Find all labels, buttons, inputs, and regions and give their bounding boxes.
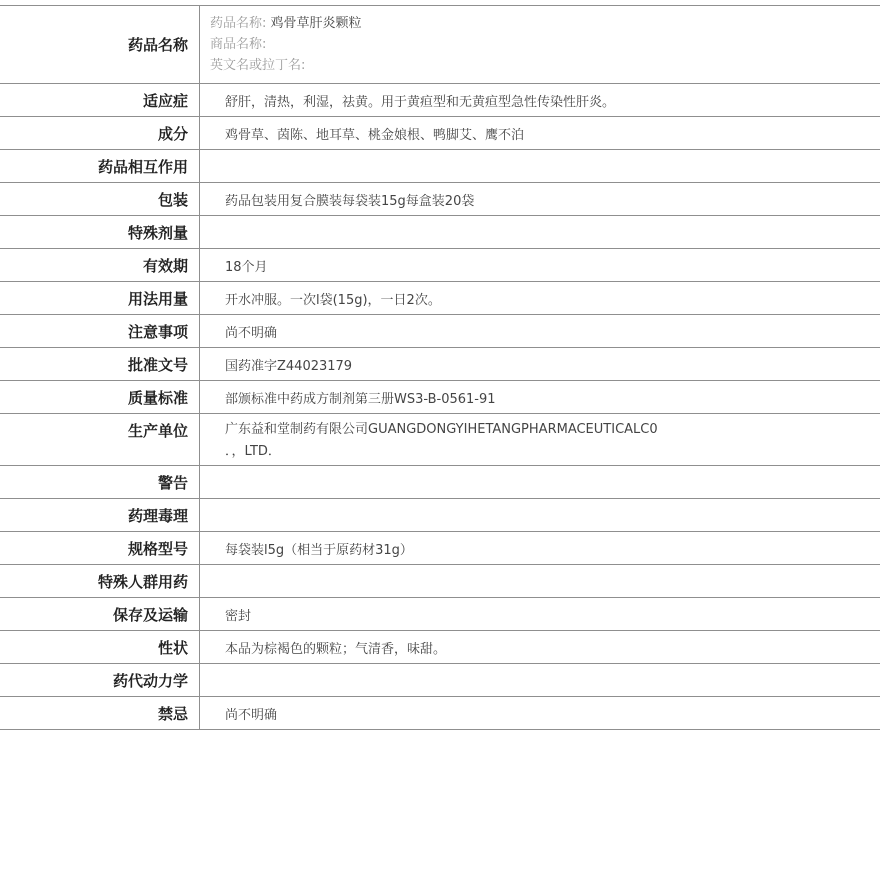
english-name-label: 英文名或拉丁名:: [210, 58, 306, 73]
manufacturer-line-1: 广东益和堂制药有限公司GUANGDONGYIHETANGPHARMACEUTICALC0: [225, 421, 658, 437]
row-value: 本品为棕褐色的颗粒；气清香，味甜。: [225, 641, 447, 657]
row-value: [200, 466, 880, 498]
row-value: 每袋装l5g（相当于原药材31g）: [225, 542, 413, 558]
table-row: [0, 249, 880, 282]
table-row: [0, 117, 880, 150]
row-label: 生产单位: [0, 414, 200, 465]
table-row: [0, 348, 880, 381]
table-row: [0, 532, 880, 565]
row-value: 开水冲服。一次l袋(15g)，一日2次。: [225, 292, 441, 308]
row-label: 药理毒理: [0, 499, 200, 531]
table-row: [0, 84, 880, 117]
table-row-drug-name: [0, 6, 880, 84]
table-row-manufacturer: [0, 414, 880, 466]
row-label: 注意事项: [0, 315, 200, 347]
row-label: 警告: [0, 466, 200, 498]
table-row: [0, 315, 880, 348]
row-value: 18个月: [225, 259, 268, 275]
row-value: [200, 216, 880, 248]
row-label: 质量标准: [0, 381, 200, 413]
drug-name-block: [200, 6, 880, 83]
row-label: 规格型号: [0, 532, 200, 564]
row-value: [200, 414, 880, 465]
row-label: 批准文号: [0, 348, 200, 380]
row-value: [200, 565, 880, 597]
drug-info-table: [0, 5, 880, 730]
generic-name-value: 鸡骨草肝炎颗粒: [270, 16, 362, 31]
table-row: [0, 381, 880, 414]
table-row: [0, 598, 880, 631]
row-label: 禁忌: [0, 697, 200, 729]
table-row: [0, 150, 880, 183]
table-row: [0, 631, 880, 664]
row-value: [200, 150, 880, 182]
table-row: [0, 282, 880, 315]
row-value: 尚不明确: [225, 325, 278, 341]
trade-name-label: 商品名称:: [210, 37, 267, 52]
row-label: 保存及运输: [0, 598, 200, 630]
row-value: 尚不明确: [225, 707, 278, 723]
row-label: 特殊人群用药: [0, 565, 200, 597]
generic-name-line: [210, 13, 362, 34]
row-label: 有效期: [0, 249, 200, 281]
table-row: [0, 216, 880, 249]
row-label: 药代动力学: [0, 664, 200, 696]
table-row: [0, 466, 880, 499]
table-row: [0, 664, 880, 697]
row-label: 药品名称: [0, 6, 200, 83]
row-value: 药品包装用复合膜装每袋装15g每盒装20袋: [225, 193, 475, 209]
row-value: 鸡骨草、茵陈、地耳草、桃金娘根、鸭脚艾、鹰不泊: [225, 127, 525, 143]
row-value: [200, 664, 880, 696]
row-label: 用法用量: [0, 282, 200, 314]
row-label: 特殊剂量: [0, 216, 200, 248]
row-label: 成分: [0, 117, 200, 149]
table-row: [0, 565, 880, 598]
row-value: 密封: [225, 608, 252, 624]
row-value: 部颁标准中药成方制剂第三册WS3-B-0561-91: [225, 391, 496, 407]
row-value: [200, 499, 880, 531]
row-label: 药品相互作用: [0, 150, 200, 182]
row-value: 国药准字Z44023179: [225, 358, 353, 374]
table-row: [0, 499, 880, 532]
table-row: [0, 697, 880, 730]
row-label: 性状: [0, 631, 200, 663]
row-label: 适应症: [0, 84, 200, 116]
row-label: 包装: [0, 183, 200, 215]
generic-name-label: 药品名称:: [210, 16, 267, 31]
manufacturer-line-2: ．，LTD．: [225, 443, 281, 459]
table-row: [0, 183, 880, 216]
row-value: 舒肝，清热，利湿，祛黄。用于黄疸型和无黄疸型急性传染性肝炎。: [225, 94, 616, 110]
